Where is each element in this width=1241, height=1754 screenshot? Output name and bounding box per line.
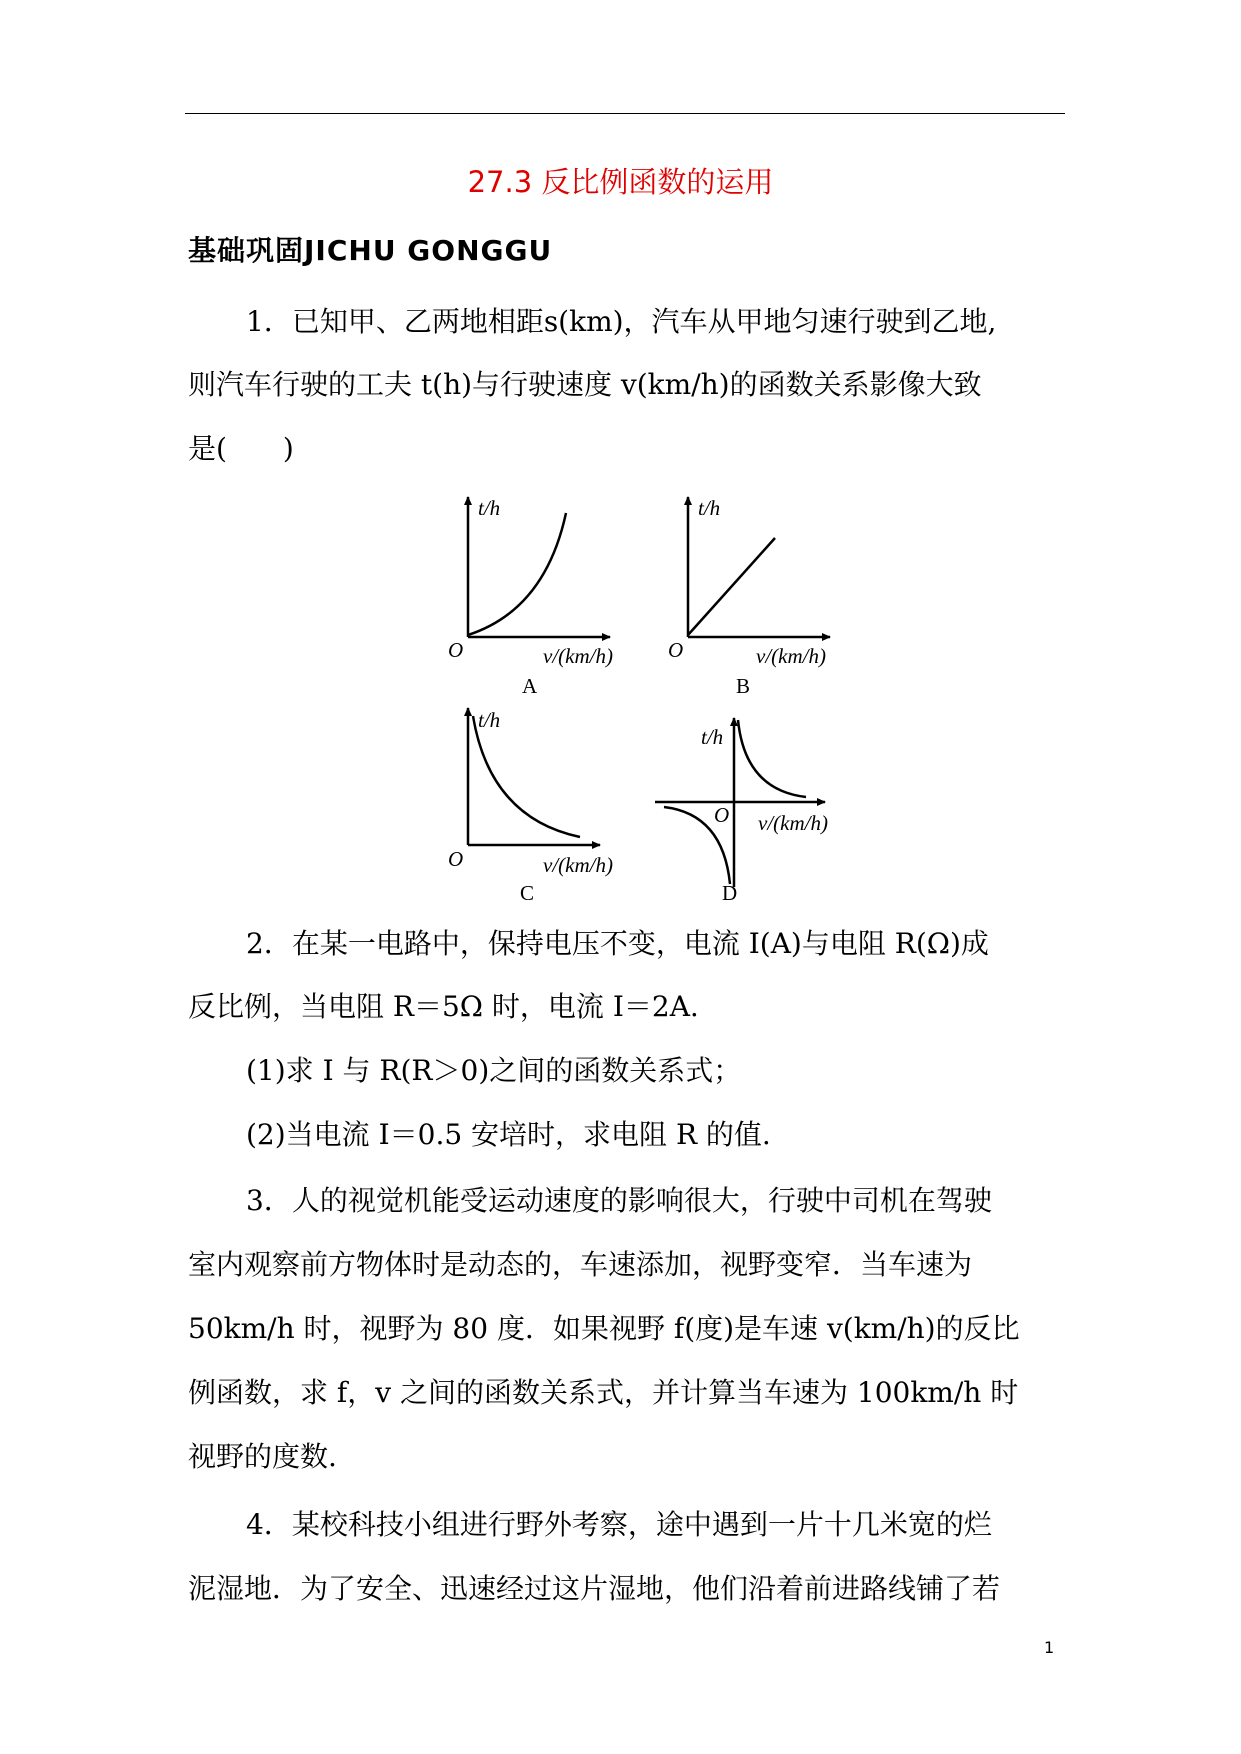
graph-a-origin: O xyxy=(448,638,464,662)
graph-a xyxy=(448,496,613,698)
graph-c-option: C xyxy=(520,881,535,905)
graph-d-y-label: t/h xyxy=(701,725,724,749)
graph-b-option: B xyxy=(736,674,751,698)
page-number: 1 xyxy=(1044,1638,1055,1657)
q3-line-5: 视野的度数. xyxy=(188,1440,337,1473)
q1-line-2: 则汽车行驶的工夫 t(h)与行驶速度 v(km/h)的函数关系影像大致 xyxy=(188,368,982,401)
graph-b-y-label: t/h xyxy=(698,496,721,520)
q3-line-4: 例函数，求 f，v 之间的函数关系式，并计算当车速为 100km/h 时 xyxy=(188,1376,1019,1409)
graph-b-x-label: v/(km/h) xyxy=(756,644,826,668)
q2-line-1: 2．在某一电路中，保持电压不变，电流 I(A)与电阻 R(Ω)成 xyxy=(246,927,989,960)
section-heading: 基础巩固JICHU GONGGU xyxy=(188,234,553,267)
graph-a-y-label: t/h xyxy=(478,496,501,520)
graph-d-origin: O xyxy=(714,803,730,827)
q2-line-3: (1)求 I 与 R(R＞0)之间的函数关系式； xyxy=(246,1054,742,1087)
q4-line-2: 泥湿地．为了安全、迅速经过这片湿地，他们沿着前进路线铺了若 xyxy=(188,1572,1001,1605)
q3-line-1: 3．人的视觉机能受运动速度的影响很大，行驶中司机在驾驶 xyxy=(246,1184,992,1217)
q3-line-2: 室内观察前方物体时是动态的，车速添加，视野变窄．当车速为 xyxy=(188,1248,973,1281)
q3-line-3: 50km/h 时，视野为 80 度．如果视野 f(度)是车速 v(km/h)的反比 xyxy=(188,1312,1020,1345)
q1-line-3: 是( ) xyxy=(188,432,294,465)
graph-c-y-label: t/h xyxy=(478,708,501,732)
q4-line-1: 4．某校科技小组进行野外考察，途中遇到一片十几米宽的烂 xyxy=(246,1508,992,1541)
graph-c-x-label: v/(km/h) xyxy=(543,853,613,877)
graph-a-option: A xyxy=(522,674,538,698)
graph-b-origin: O xyxy=(668,638,684,662)
graph-c xyxy=(448,708,613,905)
graph-a-x-label: v/(km/h) xyxy=(543,644,613,668)
graph-b-line xyxy=(688,538,775,635)
graph-d-curve-positive xyxy=(738,720,806,797)
graph-b xyxy=(668,496,830,698)
q2-line-2: 反比例，当电阻 R＝5Ω 时，电流 I＝2A. xyxy=(188,990,699,1023)
graph-a-curve xyxy=(468,513,566,635)
graph-c-curve xyxy=(473,716,580,837)
graph-d-option: D xyxy=(722,881,738,905)
graph-d-x-label: v/(km/h) xyxy=(758,811,828,835)
q2-line-4: (2)当电流 I＝0.5 安培时，求电阻 R 的值. xyxy=(246,1118,771,1151)
q1-line-1: 1．已知甲、乙两地相距s(km)，汽车从甲地匀速行驶到乙地, xyxy=(246,305,997,338)
graph-c-origin: O xyxy=(448,847,464,871)
graph-d xyxy=(655,718,828,905)
page-title: 27.3 反比例函数的运用 xyxy=(467,165,774,199)
